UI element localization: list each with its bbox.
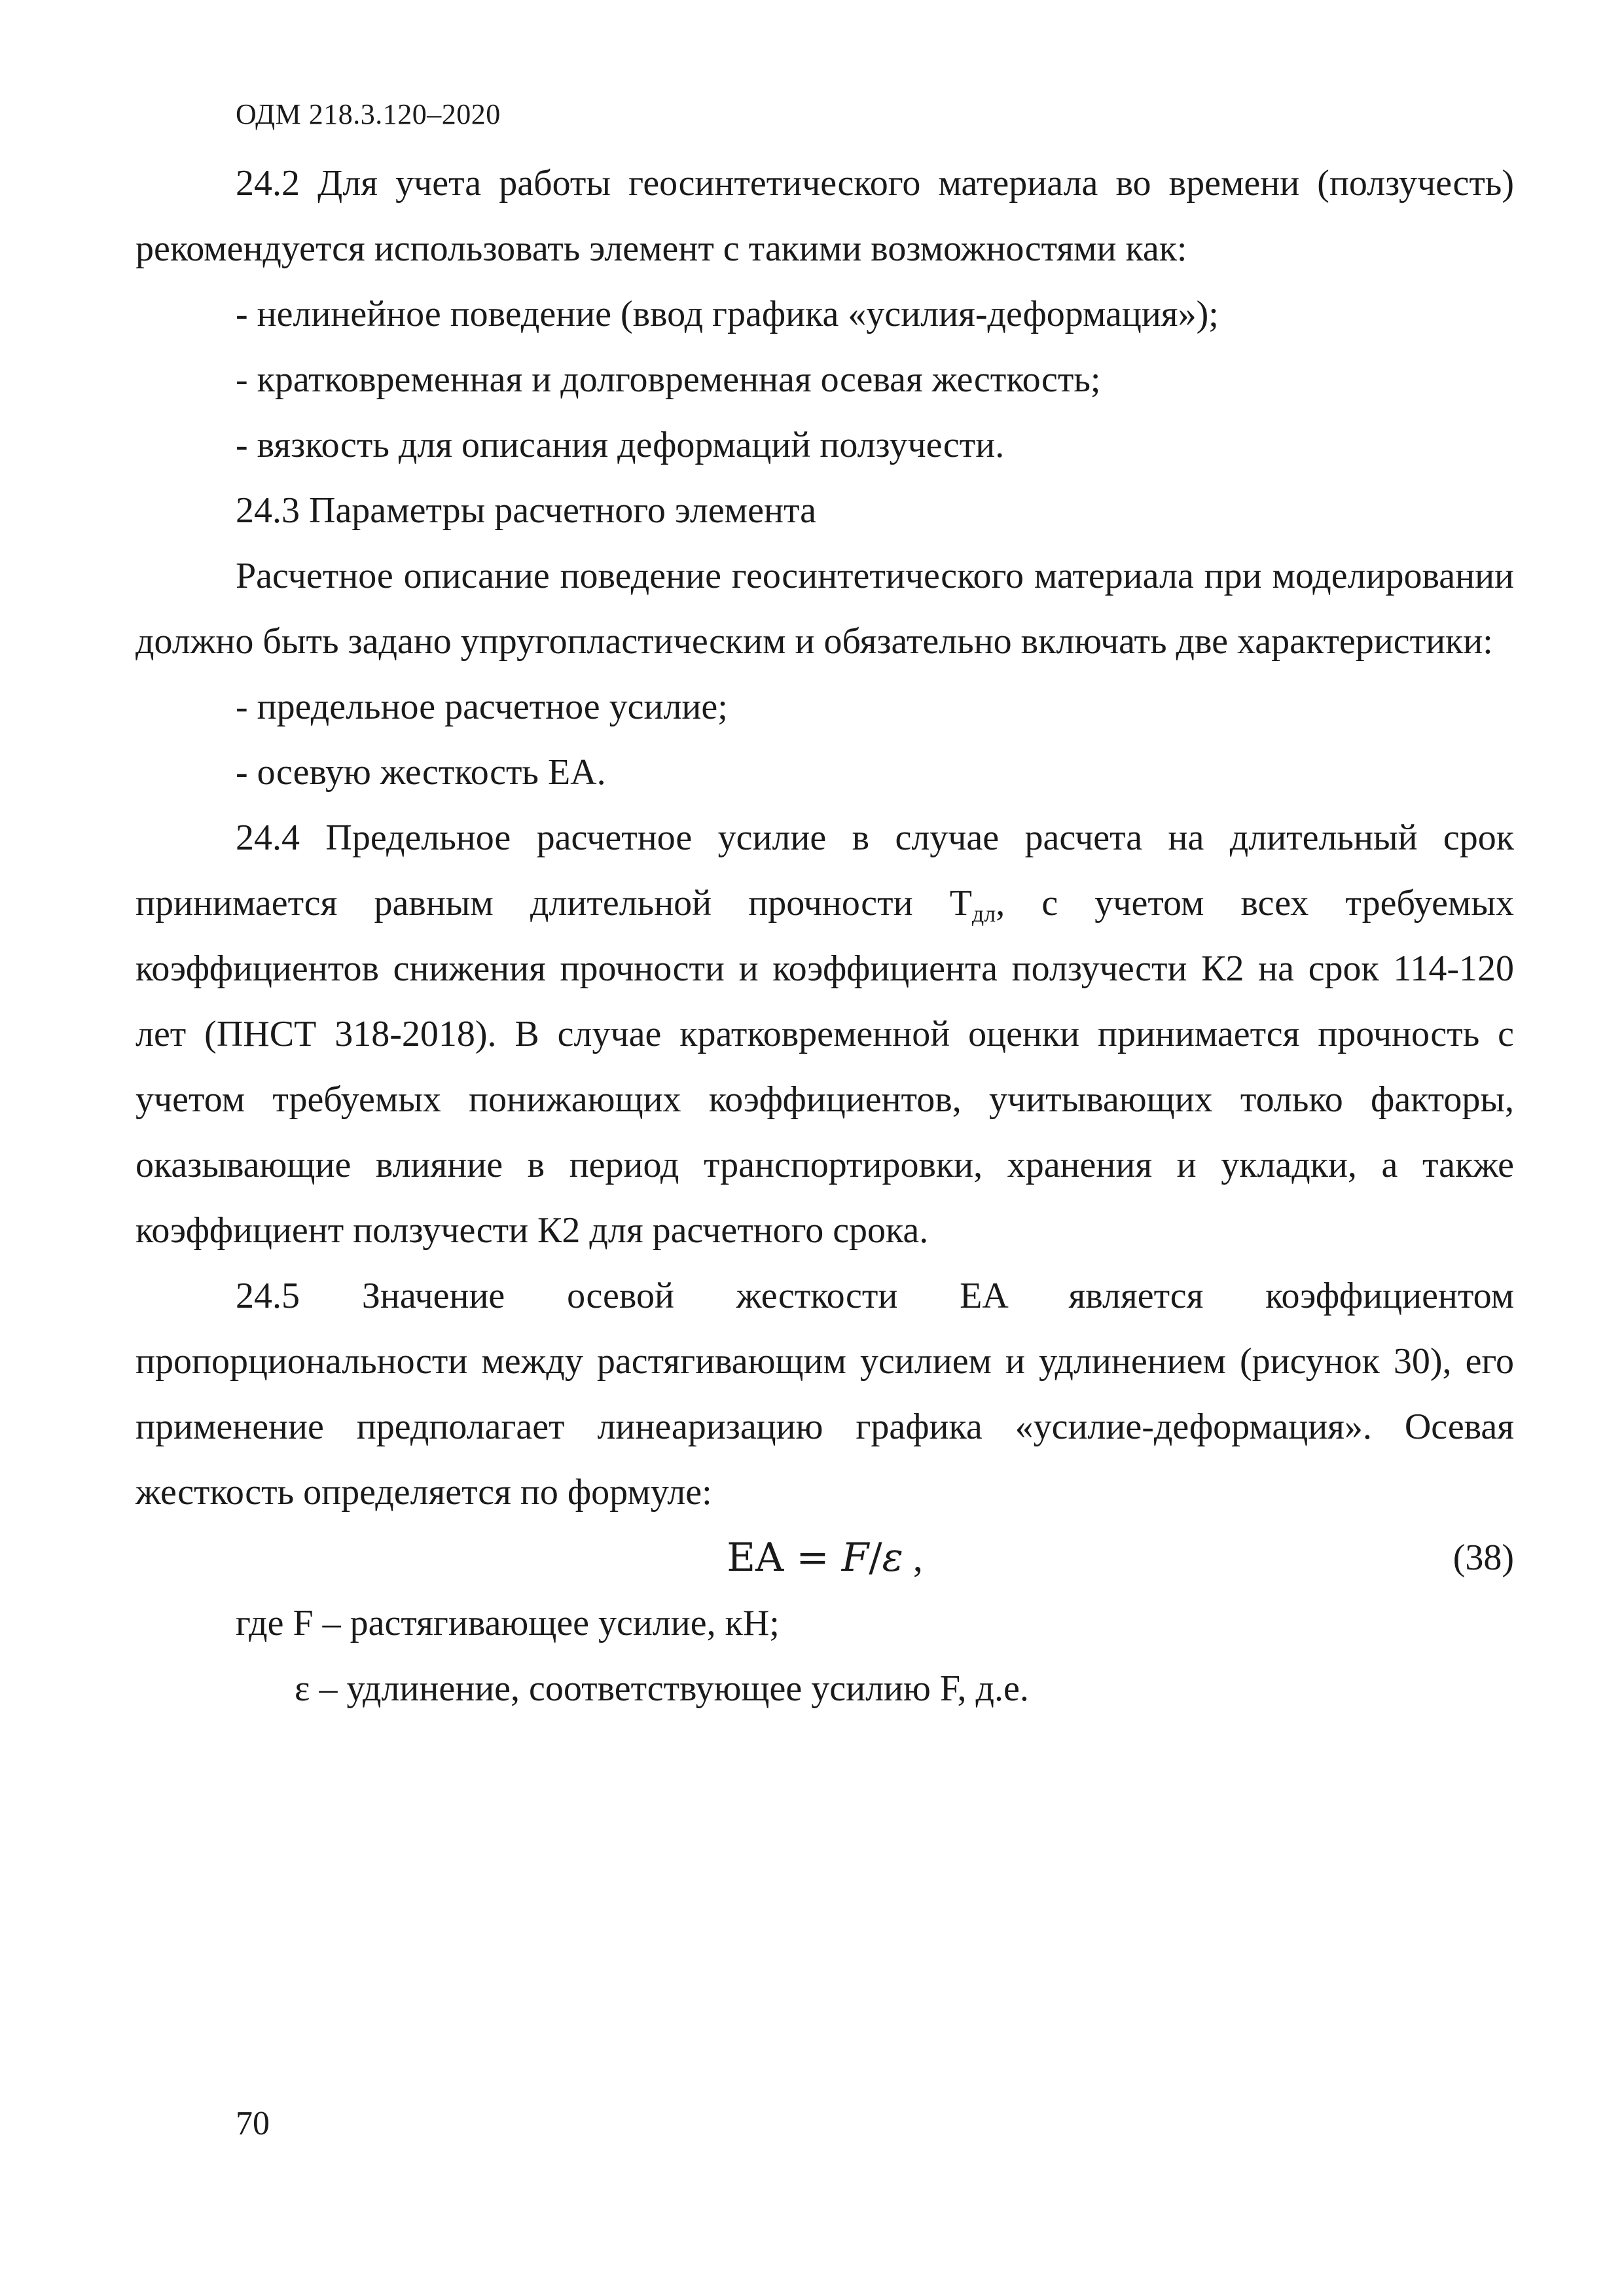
list-item-axial-stiffness-short-long: - кратковременная и долговременная осевая жесткость; — [236, 359, 1101, 400]
subscript-dl: дл — [971, 901, 996, 927]
paragraph-24-3: Расчетное описание поведение геосинтетического материала при моделировании должно быть задано упругопластическим и обязательно включать две характеристики: — [135, 556, 1514, 662]
list-item-limit-force: - предельное расчетное усилие; — [236, 687, 728, 727]
equation-number: (38) — [1453, 1537, 1514, 1578]
formula-expression — [135, 1525, 1514, 1590]
list-item-axial-stiffness-ea: - осевую жесткость EA. — [236, 752, 606, 793]
page-body — [135, 151, 1514, 1721]
where-line-elongation: ε – удлинение, соответствующее усилию F, д.е. — [295, 1668, 1029, 1709]
where-line-force: где F – растягивающее усилие, кН; — [236, 1603, 780, 1643]
formula-denominator: ε — [882, 1535, 903, 1581]
section-heading-24-3: 24.3 Параметры расчетного элемента — [236, 490, 816, 531]
paragraph-24-4 — [135, 805, 1514, 1263]
page-number: 70 — [236, 2105, 270, 2142]
formula-numerator: F — [841, 1535, 869, 1581]
paragraph-24-2: 24.2 Для учета работы геосинтетического материала во времени (ползучесть) рекомендуется использовать элемент с такими возможностями как: — [135, 163, 1514, 269]
paragraph-24-4-start: 24.4 Предельное расчетное усилие в случае расчета на длительный срок принимается равным длительной прочности T — [135, 817, 1514, 924]
formula-38 — [135, 1525, 1514, 1590]
document-code-header: ОДМ 218.3.120–2020 — [236, 98, 501, 130]
paragraph-24-5: 24.5 Значение осевой жесткости EA является коэффициентом пропорциональности между растягивающим усилием и удлинением (рисунок 30), его применение предполагает линеаризацию графика «усилие-деформация». Осевая жесткость определяется по формуле: — [135, 1276, 1514, 1513]
list-item-viscosity: - вязкость для описания деформаций ползучести. — [236, 425, 1005, 465]
formula-equals: = — [784, 1535, 842, 1581]
paragraph-24-4-end: , с учетом всех требуемых коэффициентов снижения прочности и коэффициента ползучести К2 на срок 114-120 лет (ПНСТ 318-2018). В случае кратковременной оценки принимается прочность с учетом требуемых понижающих коэффициентов, учитывающих только факторы, оказывающие влияние в период транспортировки, хранения и укладки, а также коэффициент ползучести К2 для расчетного срока. — [135, 883, 1514, 1251]
formula-lhs: EA — [727, 1535, 784, 1581]
formula-slash: / — [869, 1535, 882, 1581]
list-item-nonlinear-behavior: - нелинейное поведение (ввод графика «усилия-деформация»); — [236, 294, 1219, 334]
formula-tail: , — [903, 1536, 923, 1579]
